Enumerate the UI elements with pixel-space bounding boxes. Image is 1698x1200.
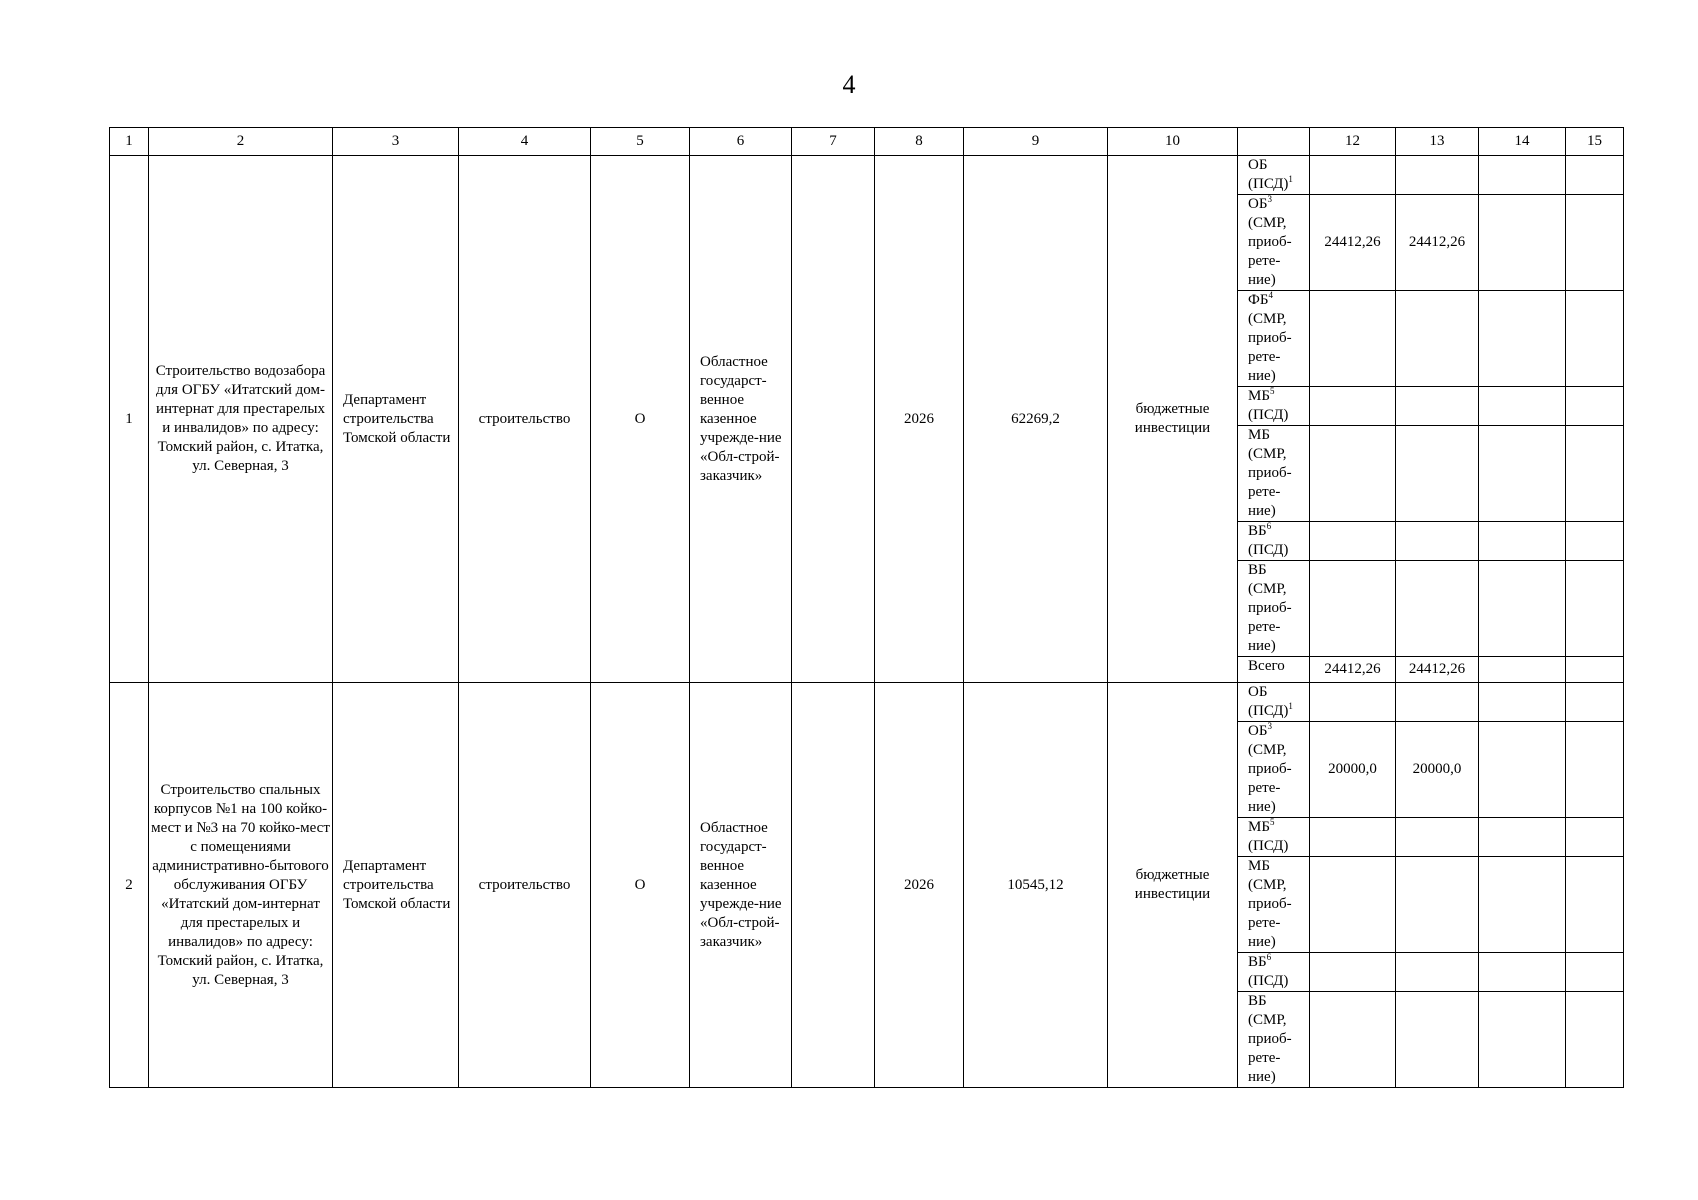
- amount-col12: [1310, 291, 1396, 387]
- responsible-body: Департамент строительства Томской области: [333, 683, 459, 1088]
- estimated-cost: 10545,12: [964, 683, 1108, 1088]
- amount-col14: [1479, 992, 1566, 1088]
- row-number: 1: [110, 156, 149, 683]
- source-detail: (ПСД): [1248, 407, 1289, 423]
- header-cell: 13: [1396, 128, 1479, 156]
- header-cell: 3: [333, 128, 459, 156]
- footnote-ref: 5: [1269, 386, 1275, 396]
- header-cell: 9: [964, 128, 1108, 156]
- amount-col13: [1396, 561, 1479, 657]
- funding-source: [1238, 992, 1310, 1088]
- amount-col14: [1479, 722, 1566, 818]
- footnote-ref: 3: [1267, 194, 1272, 204]
- header-cell: 15: [1566, 128, 1624, 156]
- customer: Областное государст-венное казенное учрежде-ние «Обл-строй-заказчик»: [690, 683, 792, 1088]
- amount-col12: 20000,0: [1310, 722, 1396, 818]
- amount-col15: [1566, 992, 1624, 1088]
- source-code: Всего: [1248, 658, 1285, 674]
- source-code: МБ: [1248, 388, 1270, 404]
- source-detail: (ПСД): [1248, 703, 1289, 719]
- amount-col14: [1479, 291, 1566, 387]
- amount-col12: [1310, 387, 1396, 426]
- funding-source: [1238, 195, 1310, 291]
- footnote-ref: 6: [1266, 521, 1272, 531]
- source-detail: (СМР, приоб-рете-ние): [1248, 1012, 1292, 1085]
- amount-col14: [1479, 195, 1566, 291]
- amount-col13: [1396, 426, 1479, 522]
- source-code: ВБ: [1248, 993, 1267, 1009]
- col7-cell: [792, 156, 875, 683]
- amount-col13: [1396, 156, 1479, 195]
- amount-col14: [1479, 387, 1566, 426]
- source-detail: (СМР, приоб-рете-ние): [1248, 311, 1292, 384]
- investment-form: бюджетные инвестиции: [1108, 156, 1238, 683]
- source-code: ОБ: [1248, 684, 1268, 700]
- amount-col15: [1566, 722, 1624, 818]
- amount-col13: [1396, 818, 1479, 857]
- row-number: 2: [110, 683, 149, 1088]
- amount-col12: [1310, 426, 1396, 522]
- amount-col12: 24412,26: [1310, 195, 1396, 291]
- amount-col13: [1396, 857, 1479, 953]
- table-row: [110, 683, 1624, 722]
- amount-col13: [1396, 291, 1479, 387]
- amount-col13: [1396, 387, 1479, 426]
- amount-col15: [1566, 195, 1624, 291]
- amount-col15: [1566, 561, 1624, 657]
- source-code: ВБ: [1248, 954, 1267, 970]
- header-row: [110, 128, 1624, 156]
- amount-col12: [1310, 953, 1396, 992]
- source-code: МБ: [1248, 819, 1270, 835]
- funding-source: [1238, 291, 1310, 387]
- amount-col14: [1479, 953, 1566, 992]
- header-cell: 5: [591, 128, 690, 156]
- funding-source: [1238, 683, 1310, 722]
- amount-col15: [1566, 291, 1624, 387]
- header-cell: 1: [110, 128, 149, 156]
- header-cell: 12: [1310, 128, 1396, 156]
- amount-col12: [1310, 156, 1396, 195]
- amount-col13: 24412,26: [1396, 657, 1479, 683]
- amount-col13: [1396, 992, 1479, 1088]
- amount-col15: [1566, 657, 1624, 683]
- funding-source: [1238, 857, 1310, 953]
- source-detail: (СМР, приоб-рете-ние): [1248, 215, 1292, 288]
- investment-table: [109, 127, 1624, 1088]
- source-code: ОБ: [1248, 196, 1268, 212]
- amount-col15: [1566, 156, 1624, 195]
- amount-col13: [1396, 683, 1479, 722]
- amount-col14: [1479, 522, 1566, 561]
- source-code: ФБ: [1248, 292, 1269, 308]
- header-cell: 14: [1479, 128, 1566, 156]
- footnote-ref: 6: [1266, 952, 1272, 962]
- object-name: Строительство спальных корпусов №1 на 100 койко-мест и №3 на 70 койко-мест с помещениями административно-бытового обслуживания ОГБУ «Итатский дом-интернат для престарелых и инвалидов» по адресу: Томский район, с. Итатка, ул. Северная, 3: [149, 683, 333, 1088]
- amount-col14: [1479, 657, 1566, 683]
- amount-col13: 20000,0: [1396, 722, 1479, 818]
- funding-source: [1238, 818, 1310, 857]
- amount-col12: [1310, 818, 1396, 857]
- header-cell: 4: [459, 128, 591, 156]
- header-cell: 6: [690, 128, 792, 156]
- amount-col12: 24412,26: [1310, 657, 1396, 683]
- source-code: ВБ: [1248, 562, 1267, 578]
- source-detail: (ПСД): [1248, 838, 1289, 854]
- amount-col14: [1479, 426, 1566, 522]
- funding-source: [1238, 657, 1310, 683]
- footnote-ref: 3: [1267, 721, 1272, 731]
- amount-col15: [1566, 818, 1624, 857]
- work-type: строительство: [459, 683, 591, 1088]
- source-detail: (ПСД): [1248, 176, 1289, 192]
- work-type: строительство: [459, 156, 591, 683]
- amount-col15: [1566, 426, 1624, 522]
- funding-source: [1238, 156, 1310, 195]
- table-row: [110, 156, 1624, 195]
- footnote-ref: 5: [1269, 817, 1275, 827]
- amount-col12: [1310, 683, 1396, 722]
- ownership: О: [591, 683, 690, 1088]
- col7-cell: [792, 683, 875, 1088]
- source-code: МБ: [1248, 858, 1270, 874]
- amount-col15: [1566, 953, 1624, 992]
- amount-col15: [1566, 387, 1624, 426]
- amount-col14: [1479, 857, 1566, 953]
- amount-col12: [1310, 561, 1396, 657]
- footnote-ref: 4: [1268, 290, 1273, 300]
- object-name: Строительство водозабора для ОГБУ «Итатский дом-интернат для престарелых и инвалидов» по адресу: Томский район, с. Итатка, ул. Северная, 3: [149, 156, 333, 683]
- header-cell: 7: [792, 128, 875, 156]
- amount-col14: [1479, 818, 1566, 857]
- funding-source: [1238, 426, 1310, 522]
- footnote-ref: 1: [1288, 174, 1293, 184]
- amount-col13: [1396, 953, 1479, 992]
- source-detail: (СМР, приоб-рете-ние): [1248, 742, 1292, 815]
- source-code: МБ: [1248, 427, 1270, 443]
- investment-form: бюджетные инвестиции: [1108, 683, 1238, 1088]
- header-cell: [1238, 128, 1310, 156]
- amount-col15: [1566, 522, 1624, 561]
- amount-col14: [1479, 561, 1566, 657]
- source-detail: (ПСД): [1248, 542, 1289, 558]
- amount-col12: [1310, 522, 1396, 561]
- amount-col13: 24412,26: [1396, 195, 1479, 291]
- responsible-body: Департамент строительства Томской области: [333, 156, 459, 683]
- ownership: О: [591, 156, 690, 683]
- amount-col14: [1479, 683, 1566, 722]
- amount-col14: [1479, 156, 1566, 195]
- header-cell: 10: [1108, 128, 1238, 156]
- year: 2026: [875, 156, 964, 683]
- funding-source: [1238, 953, 1310, 992]
- funding-source: [1238, 522, 1310, 561]
- amount-col12: [1310, 857, 1396, 953]
- source-detail: (СМР, приоб-рете-ние): [1248, 877, 1292, 950]
- funding-source: [1238, 387, 1310, 426]
- amount-col12: [1310, 992, 1396, 1088]
- source-code: ОБ: [1248, 157, 1268, 173]
- header-cell: 2: [149, 128, 333, 156]
- customer: Областное государст-венное казенное учрежде-ние «Обл-строй-заказчик»: [690, 156, 792, 683]
- source-code: ОБ: [1248, 723, 1268, 739]
- amount-col15: [1566, 683, 1624, 722]
- header-cell: 8: [875, 128, 964, 156]
- footnote-ref: 1: [1288, 701, 1293, 711]
- funding-source: [1238, 722, 1310, 818]
- page-number: 4: [842, 70, 856, 99]
- amount-col15: [1566, 857, 1624, 953]
- source-code: ВБ: [1248, 523, 1267, 539]
- source-detail: (ПСД): [1248, 973, 1289, 989]
- source-detail: (СМР, приоб-рете-ние): [1248, 446, 1292, 519]
- funding-source: [1238, 561, 1310, 657]
- year: 2026: [875, 683, 964, 1088]
- source-detail: (СМР, приоб-рете-ние): [1248, 581, 1292, 654]
- amount-col13: [1396, 522, 1479, 561]
- estimated-cost: 62269,2: [964, 156, 1108, 683]
